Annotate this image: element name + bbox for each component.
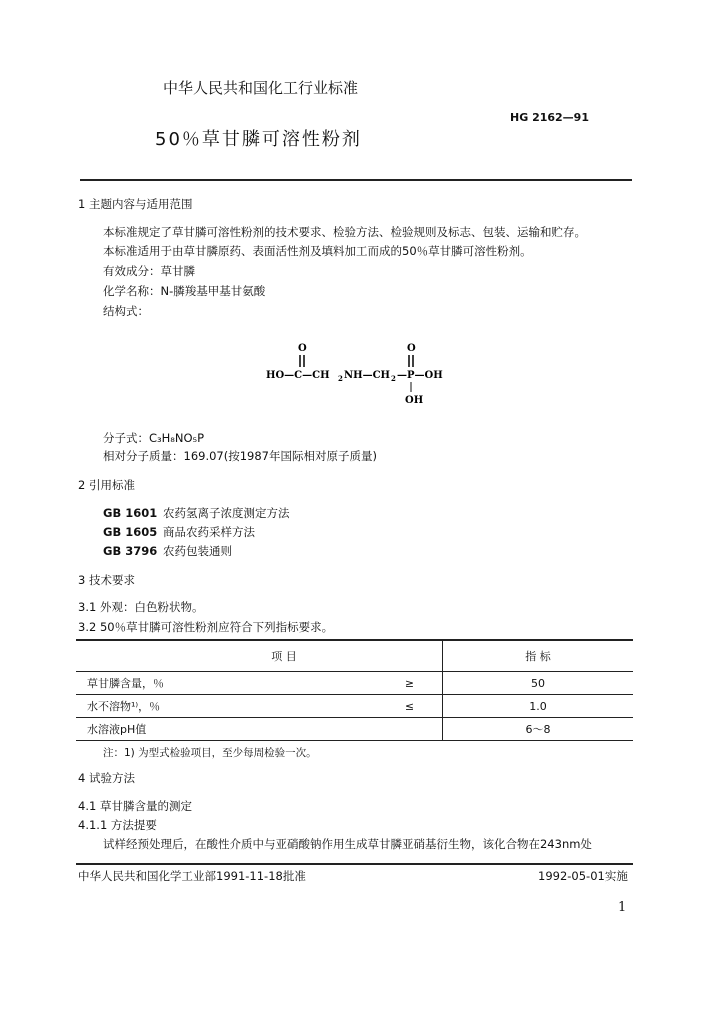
row-symbol: ≤ [377, 695, 443, 718]
row-value: 50 [443, 672, 634, 695]
ref-name: 农药氢离子浓度测定方法 [163, 506, 290, 520]
section-1-para: 结构式： [103, 304, 149, 318]
col-header-index: 指 标 [443, 640, 634, 672]
formula-chain-b: NH—CH [344, 370, 390, 381]
section-3-heading: 3 技术要求 [78, 573, 135, 587]
item-4-1-1: 4.1.1 方法提要 [78, 818, 157, 832]
section-1-para: 本标准适用于由草甘膦原药、表面活性剂及填料加工而成的50％草甘膦可溶性粉剂。 [103, 244, 532, 258]
section-1-para: 化学名称：N-膦羧基甲基甘氨酸 [103, 284, 266, 298]
ref-code: GB 1601 [103, 506, 158, 520]
col-header-item: 项 目 [76, 640, 443, 672]
ref-name: 农药包装通则 [163, 544, 232, 558]
row-value: 1.0 [443, 695, 634, 718]
row-item: 草甘膦含量，％ [76, 672, 377, 695]
formula-oxygen-right: O [407, 343, 416, 354]
molecular-mass: 相对分子质量：169.07(按1987年国际相对原子质量) [103, 449, 377, 463]
ref-code: GB 1605 [103, 525, 158, 539]
formula-oh-bottom: OH [405, 395, 424, 406]
page-title: 50％草甘膦可溶性粉剂 [155, 129, 362, 150]
molecular-formula: 分子式：C₃H₈NO₅P [103, 431, 205, 445]
section-2-heading: 2 引用标准 [78, 478, 135, 492]
header-divider [80, 179, 632, 181]
formula-oxygen-left: O [298, 343, 307, 354]
table-note: 注：1) 为型式检验项目，至少每周检验一次。 [103, 747, 317, 759]
effective-date: 1992-05-01实施 [538, 869, 628, 883]
footer-divider [76, 863, 633, 865]
row-symbol [377, 718, 443, 741]
formula-chain-a: HO—C—CH [266, 370, 330, 381]
row-item: 水不溶物¹⁾，％ [76, 695, 377, 718]
standard-number: HG 2162—91 [510, 111, 589, 124]
page-number: 1 [618, 900, 627, 915]
table-header-row [76, 640, 633, 672]
ref-name: 商品农药采样方法 [163, 525, 255, 539]
item-3-1: 3.1 外观：白色粉状物。 [78, 600, 204, 614]
structural-formula [264, 340, 464, 410]
spec-table [76, 640, 633, 741]
item-3-2: 3.2 50％草甘膦可溶性粉剂应符合下列指标要求。 [78, 620, 334, 634]
formula-subscript: 2 [391, 374, 396, 383]
table-row [76, 672, 633, 695]
formula-subscript: 2 [338, 374, 343, 383]
section-1-heading: 1 主题内容与适用范围 [78, 197, 193, 211]
section-1-para: 有效成分：草甘膦 [103, 264, 195, 278]
item-4-1: 4.1 草甘膦含量的测定 [78, 799, 192, 813]
org-standard-title: 中华人民共和国化工行业标准 [163, 79, 359, 97]
table-row [76, 718, 633, 741]
section-1-para: 本标准规定了草甘膦可溶性粉剂的技术要求、检验方法、检验规则及标志、包装、运输和贮存。 [103, 225, 586, 239]
approval-note: 中华人民共和国化学工业部1991-11-18批准 [78, 869, 306, 883]
section-4-heading: 4 试验方法 [78, 771, 135, 785]
formula-chain-c: —P—OH [397, 370, 443, 381]
table-row [76, 695, 633, 718]
section-4-para: 试样经预处理后，在酸性介质中与亚硝酸钠作用生成草甘膦亚硝基衍生物，该化合物在243nm处 [103, 837, 592, 851]
row-item: 水溶液pH值 [76, 718, 377, 741]
ref-code: GB 3796 [103, 544, 158, 558]
row-symbol: ≥ [377, 672, 443, 695]
row-value: 6～8 [443, 718, 634, 741]
